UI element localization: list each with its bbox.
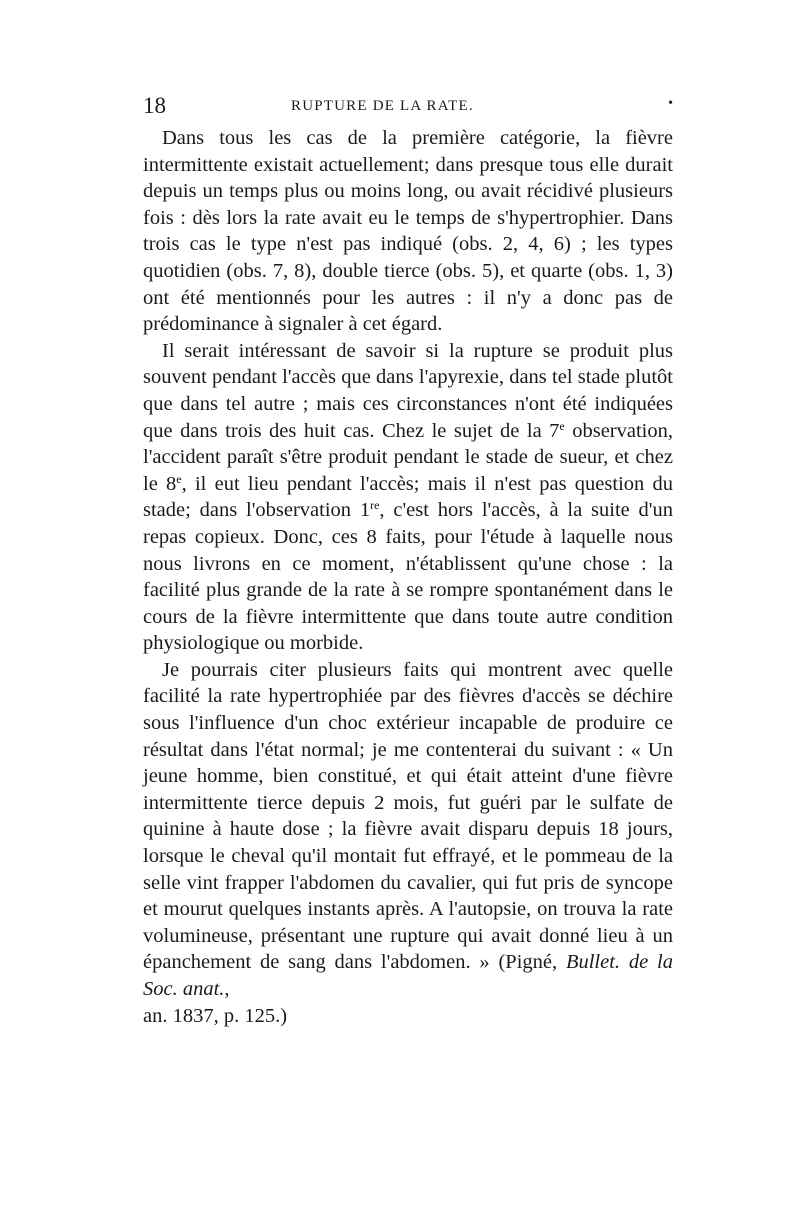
ordinal-superscript: e bbox=[176, 471, 182, 486]
page-number: 18 bbox=[143, 93, 166, 118]
citation-reference: an. 1837, p. 125.) bbox=[143, 1004, 288, 1027]
ordinal-superscript: e bbox=[559, 418, 565, 433]
running-title: RUPTURE DE LA RATE. bbox=[291, 98, 474, 114]
paragraph-2-part-b: observation, l'accident paraît s'être produit pendant le stade de sueur, et chez le 8 bbox=[143, 419, 673, 495]
paragraph-1: Dans tous les cas de la première catégorie, la fièvre intermittente existait actuellement; dans presque tous elle durait depuis un temps plus ou moins long, ou avait récidivé plusieurs fois : dès lors la rate avait eu le temps de s'hypertrophier. Dans trois cas le type n'est pas indiqué (obs. 2, 4, 6) ; les types quotidien (obs. 7, 8), double tierce (obs. 5), et quarte (obs. 1, 3) ont été mentionnés pour les autres : il n'y a donc pas de prédominance à signaler à cet égard. bbox=[143, 127, 673, 336]
paragraph-3-text: Je pourrais citer plusieurs faits qui montrent avec quelle facilité la rate hypertrophiée par des fièvres d'accès se déchire sous l'influence d'un choc extérieur incapable de produire ce résultat dans l'état normal; je me contenterai du suivant : « Un jeune homme, bien constitué, et qui était atteint d'une fièvre intermittente tierce depuis 2 mois, fut guéri par le sulfate de quinine à haute dose ; la fièvre avait disparu depuis 18 jours, lorsque le cheval qu'il montait fut effrayé, et le pommeau de la selle vint frapper l'abdomen du cavalier, qui fut pris de syncope et mourut quelques instants après. A l'autopsie, on trouva la rate volumineuse, présentant une rupture qui avait donné lieu à un épanchement de sang dans l'abdomen. » (Pigné, bbox=[143, 658, 673, 974]
header-mark: • bbox=[668, 96, 673, 111]
citation-journal: Bullet. de la Soc. anat. bbox=[143, 951, 673, 1000]
paragraph-2 bbox=[143, 338, 673, 657]
paragraph-2-part-c: , il eut lieu pendant l'accès; mais il n'est pas question du stade; dans l'observation 1 bbox=[143, 472, 674, 522]
citation-comma: , bbox=[224, 978, 230, 1000]
paragraph-2-part-a: Il serait intéressant de savoir si la rupture se produit plus souvent pendant l'accès que dans l'apyrexie, dans tel stade plutôt que dans tel autre ; mais ces circonstances n'ont été indiquées que dans trois des huit cas. Chez le sujet de la 7 bbox=[143, 339, 673, 442]
ordinal-superscript: re bbox=[370, 498, 380, 513]
paragraph-2-part-d: , c'est hors l'accès, à la suite d'un repas copieux. Donc, ces 8 faits, pour l'étude à laquelle nous nous livrons en ce moment, n'établissent qu'une chose : la facilité plus grande de la rate à se rompre spontanément dans le cours de la fièvre intermittente que dans toute autre condition physiologique ou morbide. bbox=[143, 499, 673, 655]
page-header bbox=[143, 93, 673, 123]
paragraph-3 bbox=[143, 657, 673, 1003]
body-text bbox=[143, 125, 673, 1029]
